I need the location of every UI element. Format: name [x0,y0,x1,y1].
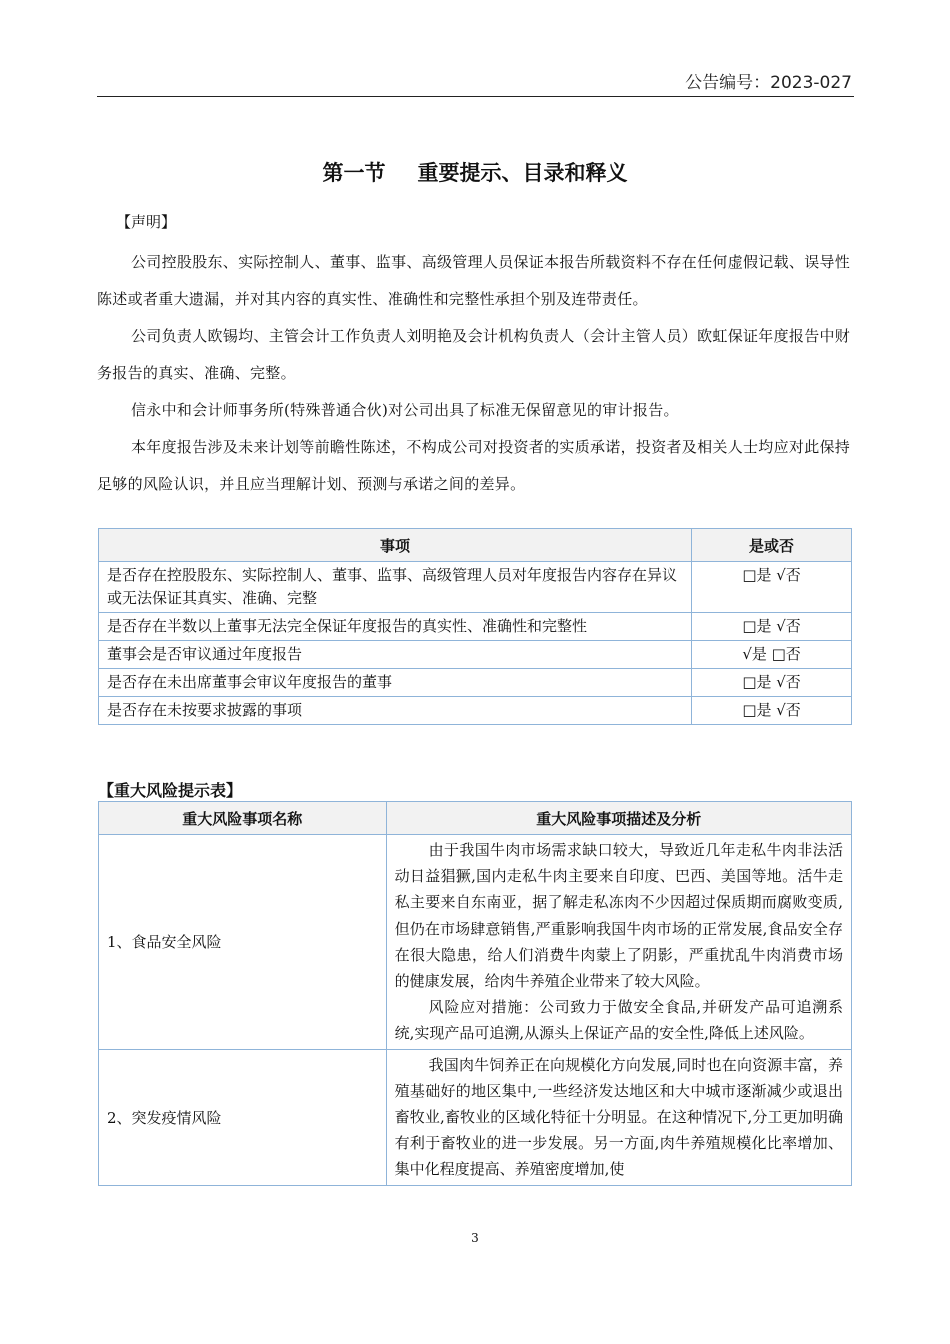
table-row [99,641,852,669]
column-header: 是或否 [692,529,852,562]
risk-description-paragraph: 由于我国牛肉市场需求缺口较大，导致近几年走私牛肉非法活动日益猖獗,国内走私牛肉主要来自印度、巴西、美国等地。活牛走私主要来自东南亚，据了解走私冻肉不少因超过保质期而腐败变质,但仍在市场肆意销售,严重影响我国牛肉市场的正常发展,食品安全存在很大隐患，给人们消费牛肉蒙上了阴影，严重扰乱牛肉消费市场的健康发展，给肉牛养殖企业带来了较大风险。 [394,841,843,991]
statement-paragraph: 公司负责人欧锡均、主管会计工作负责人刘明艳及会计机构负责人（会计主管人员）欧虹保证年度报告中财务报告的真实、准确、完整。 [97,327,851,382]
risk-table [98,801,852,1186]
column-header: 事项 [99,529,692,562]
table-row [99,697,852,725]
section-number: 第一节 [322,161,386,185]
risk-table-label: 【重大风险提示表】 [98,781,243,800]
risk-response-paragraph: 风险应对措施：公司致力于做安全食品,并研发产品可追溯系统,实现产品可追溯,从源头上保证产品的安全性,降低上述风险。 [394,998,843,1043]
item-cell: 是否存在未出席董事会审议年度报告的董事 [99,669,692,697]
answer-cell: □是 √否 [692,562,852,613]
item-cell: 是否存在控股股东、实际控制人、董事、监事、高级管理人员对年度报告内容存在异议或无法保证其真实、准确、完整 [99,562,692,613]
item-cell: 是否存在半数以上董事无法完全保证年度报告的真实性、准确性和完整性 [99,613,692,641]
risk-description-cell [386,1049,851,1185]
table-row [99,1049,852,1185]
table-row [99,562,852,613]
column-header: 重大风险事项描述及分析 [386,802,851,835]
statement-paragraph: 公司控股股东、实际控制人、董事、监事、高级管理人员保证本报告所载资料不存在任何虚假记载、误导性陈述或者重大遗漏，并对其内容的真实性、准确性和完整性承担个别及连带责任。 [97,253,851,308]
answer-cell: □是 √否 [692,697,852,725]
statement-paragraph: 本年度报告涉及未来计划等前瞻性陈述，不构成公司对投资者的实质承诺，投资者及相关人士均应对此保持足够的风险认识，并且应当理解计划、预测与承诺之间的差异。 [97,438,851,493]
page-header [97,66,854,97]
section-heading: 重要提示、目录和释义 [417,161,628,185]
risk-description-paragraph: 我国肉牛饲养正在向规模化方向发展,同时也在向资源丰富，养殖基础好的地区集中,一些经济发达地区和大中城市逐渐减少或退出畜牧业,畜牧业的区域化特征十分明显。在这种情况下,分工更加明确有利于畜牧业的进一步发展。另一方面,肉牛养殖规模化比率增加、集中化程度提高、养殖密度增加,使 [394,1055,843,1179]
table-row [99,613,852,641]
statement-label: 【声明】 [116,213,177,231]
notice-number: 公告编号：2023-027 [685,73,852,93]
risk-name-cell: 2、突发疫情风险 [99,1049,387,1185]
risk-name-cell: 1、食品安全风险 [99,835,387,1050]
statement-paragraph: 信永中和会计师事务所(特殊普通合伙)对公司出具了标准无保留意见的审计报告。 [131,401,679,419]
answer-cell: □是 √否 [692,613,852,641]
page-number: 3 [471,1231,479,1245]
answer-cell: □是 √否 [692,669,852,697]
item-cell: 董事会是否审议通过年度报告 [99,641,692,669]
table-header-row [99,802,852,835]
table-row [99,835,852,1050]
confirmation-table [98,528,852,725]
item-cell: 是否存在未按要求披露的事项 [99,697,692,725]
section-title [0,157,950,187]
risk-description-cell [386,835,851,1050]
column-header: 重大风险事项名称 [99,802,387,835]
answer-cell: √是 □否 [692,641,852,669]
table-header-row [99,529,852,562]
table-row [99,669,852,697]
